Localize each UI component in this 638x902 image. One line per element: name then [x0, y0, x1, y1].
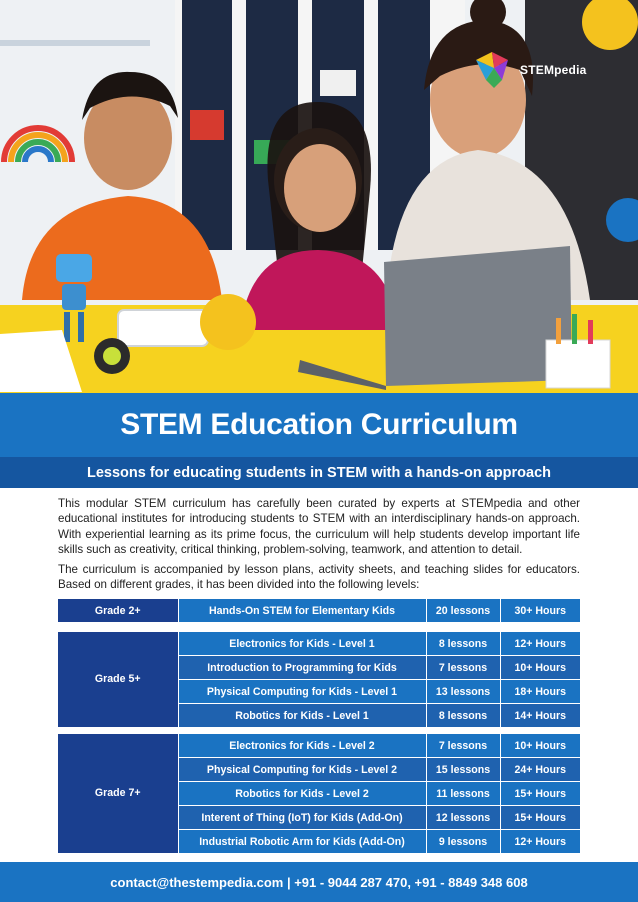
course-hours: 14+ Hours: [500, 704, 580, 728]
course-hours: 10+ Hours: [500, 656, 580, 680]
course-lessons: 8 lessons: [426, 704, 500, 728]
contact-footer: [0, 862, 638, 902]
page-subtitle: Lessons for educating students in STEM with a hands-on approach: [86, 464, 552, 481]
table-row: [58, 734, 580, 758]
course-lessons: 12 lessons: [426, 806, 500, 830]
level-table: [58, 734, 580, 854]
course-hours: 12+ Hours: [500, 830, 580, 854]
hero-photo: [0, 0, 638, 393]
course-name: Introduction to Programming for Kids: [178, 656, 426, 680]
course-lessons: 13 lessons: [426, 680, 500, 704]
course-hours: 15+ Hours: [500, 806, 580, 830]
course-lessons: 11 lessons: [426, 782, 500, 806]
course-name: Robotics for Kids - Level 1: [178, 704, 426, 728]
course-name: Physical Computing for Kids - Level 1: [178, 680, 426, 704]
course-name: Electronics for Kids - Level 1: [178, 632, 426, 656]
course-hours: 10+ Hours: [500, 734, 580, 758]
stempedia-logo-icon: [472, 50, 516, 90]
course-name: Industrial Robotic Arm for Kids (Add-On): [178, 830, 426, 854]
level-block-grade-2: [58, 599, 580, 622]
course-hours: 30+ Hours: [500, 599, 580, 622]
course-lessons: 7 lessons: [426, 734, 500, 758]
subtitle-band: [0, 457, 638, 488]
intro-paragraph-1: This modular STEM curriculum has carefully been curated by experts at STEMpedia and other educational institutes for introducing students to STEM with an interdisciplinary hands-on approach. With experiential learning as its prime focus, the curriculum will help students develop important life skills such as creativity, critical thinking, problem-solving, teamwork, and attention to detail.: [58, 497, 580, 557]
brand-logo: [472, 50, 586, 90]
course-name: Hands-On STEM for Elementary Kids: [178, 599, 426, 622]
table-row: [58, 632, 580, 656]
brand-name: STEMpedia: [520, 63, 587, 77]
grade-label: Grade 7+: [58, 734, 178, 853]
course-hours: 15+ Hours: [500, 782, 580, 806]
level-table: [58, 632, 580, 728]
level-block-grade-5: [58, 632, 580, 728]
intro-text: [58, 496, 580, 596]
course-name: Robotics for Kids - Level 2: [178, 782, 426, 806]
grade-label: Grade 5+: [58, 632, 178, 727]
grade-label: Grade 2+: [58, 599, 178, 622]
course-hours: 24+ Hours: [500, 758, 580, 782]
course-lessons: 20 lessons: [426, 599, 500, 622]
level-table: [58, 599, 580, 622]
course-name: Physical Computing for Kids - Level 2: [178, 758, 426, 782]
page-title: STEM Education Curriculum: [120, 408, 518, 441]
level-block-grade-7: [58, 734, 580, 854]
course-lessons: 15 lessons: [426, 758, 500, 782]
course-lessons: 8 lessons: [426, 632, 500, 656]
course-name: Interent of Thing (IoT) for Kids (Add-On): [178, 806, 426, 830]
course-hours: 12+ Hours: [500, 632, 580, 656]
intro-paragraph-2: The curriculum is accompanied by lesson plans, activity sheets, and teaching slides for educators. Based on different grades, it has been divided into the following levels:: [58, 562, 580, 592]
course-hours: 18+ Hours: [500, 680, 580, 704]
contact-info[interactable]: contact@thestempedia.com | +91 - 9044 287 470, +91 - 8849 348 608: [110, 874, 528, 890]
course-name: Electronics for Kids - Level 2: [178, 734, 426, 758]
table-row: [58, 599, 580, 622]
course-lessons: 7 lessons: [426, 656, 500, 680]
course-lessons: 9 lessons: [426, 830, 500, 854]
title-band: [0, 393, 638, 457]
